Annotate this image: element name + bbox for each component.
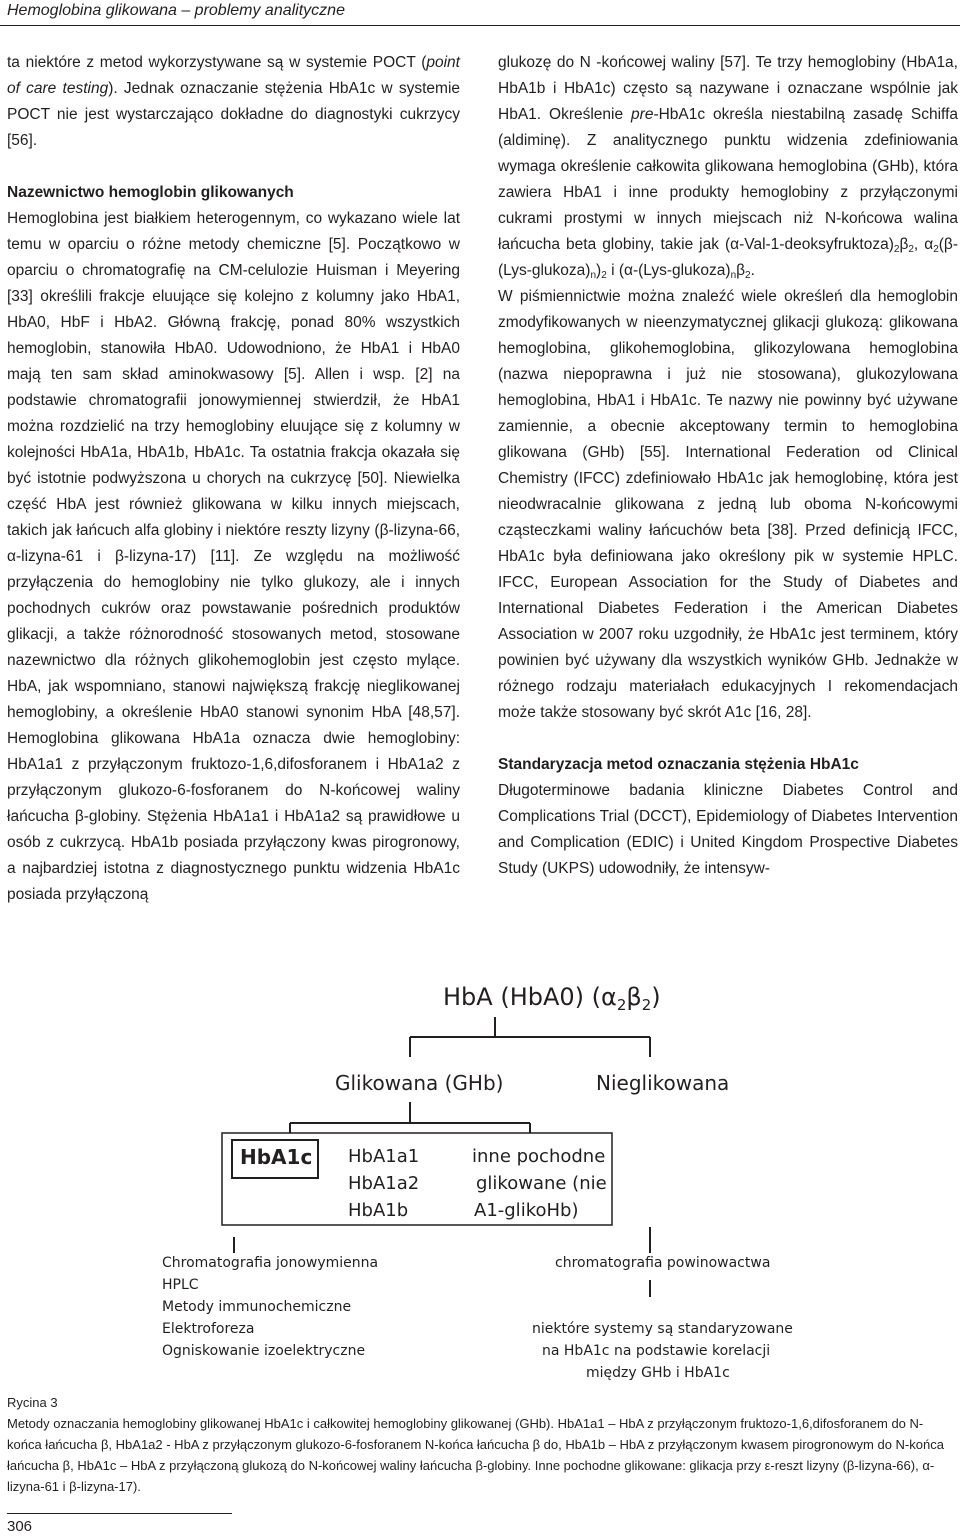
left-column: [7, 50, 460, 908]
right-paragraph-1: glukozę do N -końcowej waliny [57]. Te trzy hemoglobiny (HbA1a, HbA1b i HbA1c) często są nazywane i oznaczane wspólnie jak HbA1. Określenie pre-HbA1c określa niestabilną zasadę Schiffa (aldiminę). Z analitycznego punktu widzenia zdefiniowania wymaga określenie całkowita glikowana hemoglobina (GHb), która zawiera HbA1 i inne produkty hemoglobiny z przyłączonymi cukrami prostymi w innych miejscach niż N-końcowa walina łańcucha beta globiny, takie jak $(\alpha-Val-1-deoksyfruktoza)_2\beta_2$, $\alpha_2(\beta-(Lys-glukoza)_n)_2$ i ($\alpha-(Lys-glukoza)_n\beta_2$.: [498, 54, 958, 281]
figure-other-line-3: A1-glikoHb): [474, 1200, 579, 1221]
figure-method-4: Elektroforeza: [162, 1321, 255, 1337]
footer-rule: [7, 1513, 232, 1514]
right-paragraph-2: W piśmiennictwie można znaleźć wiele określeń dla hemoglobin zmodyfikowanych w nieenzymatycznej glikacji glukozą: glikowana hemoglobina, glikohemoglobina, glikozylowana hemoglobina (nazwa niepoprawna i już nie stosowana), glukozylowana hemoglobina, HbA1 i HbA1c. Te nazwy nie powinny być używane zamiennie, a obecnie akceptowany termin to hemoglobina glikowana (GHb) [55]. International Federation od Clinical Chemistry (IFCC) zdefiniowało HbA1c jak hemoglobinę, która jest nieodwracalnie glikowana z jedną lub oboma N-końcowymi cząsteczkami waliny łańcuchów beta [38]. Przed definicją IFCC, HbA1c była definiowana jako określony pik w systemie HPLC. IFCC, European Association for the Study of Diabetes and International Diabetes Federation i the American Diabetes Association w 2007 roku uzgodniły, że HbA1c jest terminem, który powinien być używany dla wszystkich wyników GHb. Jednakże w różnego rodzaju materiałach edukacyjnych I rekomendacjach może także stosowany być skrót A1c [16, 28].: [498, 288, 958, 721]
caption-text: Metody oznaczania hemoglobiny glikowanej HbA1c i całkowitej hemoglobiny glikowanej (GHb). HbA1a1 – HbA z przyłączonym fruktozo-1,6,difosforanem do N-końca łańcucha β, HbA1a2 - HbA z przyłączonym glukozo-6-fosforanem N-końca łańcucha β do, HbA1b – HbA z przyłączonym kwasem pirogronowym do N-końca łańcucha β, HbA1c – HbA z przyłączoną glukozą do N-końcowej waliny łańcucha β-globiny. Inne pochodne glikowane: glikacja przy ε-reszt lizyny (β-lizyna-66), α-lizyna-61 i β-lizyna-17).: [7, 1416, 944, 1494]
figure-caption: [7, 1392, 957, 1497]
left-paragraph-2: Hemoglobina jest białkiem heterogennym, co wykazano wiele lat temu w oparciu o różne metody chemiczne [5]. Początkowo w oparciu o chromatografię na CM-celulozie Huisman i Meyering [33] określili frakcje eluujące się kolejno z kolumny jako HbA1, HbA0, HbF i HbA2. Główną frakcję, ponad 80% wszystkich hemoglobin, stanowiła HbA0. Udowodniono, że HbA1 i HbA0 mają ten sam skład aminokwasowy [5]. Allen i wsp. [2] na podstawie chromatografii jonowymiennej stwierdził, że HbA1 można rozdzielić na trzy hemoglobiny eluujące się z kolumny w kolejności HbA1a, HbA1b, HbA1c. Ta ostatnia frakcja okazała się być istotnie podwyższona u chorych na cukrzycę [50]. Niewielka część HbA jest również glikowana w kilku innych miejscach, takich jak łańcuch alfa globiny i niektóre reszty lizyny (β-lizyna-66, α-lizyna-61 i β-lizyna-17) [11]. Ze względu na możliwość przyłączenia do hemoglobiny nie tylko glukozy, ale i innych pochodnych cukrów oraz powstawanie pośrednich produktów glikacji, a także różnorodność stosowanych metod, stosowane nazewnictwo dla różnych glikohemoglobin jest często mylące. HbA, jak wspomniano, stanowi największą frakcję nieglikowanej hemoglobiny, a określenie HbA0 stanowi synonim HbA [48,57]. Hemoglobina glikowana HbA1a oznacza dwie hemoglobiny: HbA1a1 z przyłączonym fruktozo-1,6,difosforanem i HbA1a2 z przyłączonym glukozo-6-fosforanem do N-końcowej waliny łańcucha β-globiny. Stężenia HbA1a1 i HbA1a2 są prawidłowe u osób z cukrzycą. HbA1b posiada przyłączony kwas pirogronowy, a najbardziej istotna z diagnostycznego punktu widzenia HbA1c posiada przyłączoną: [7, 210, 460, 903]
figure-other-line-2: glikowane (nie: [476, 1173, 607, 1194]
figure-standard-line-3: między GHb i HbA1c: [586, 1365, 730, 1381]
figure-standard-line-1: niektóre systemy są standaryzowane: [532, 1321, 793, 1337]
header-rule: [0, 25, 960, 26]
figure-branch-nonglycated: Nieglikowana: [596, 1071, 730, 1095]
right-column: [498, 50, 958, 882]
running-header: Hemoglobina glikowana – problemy analityczne: [7, 2, 345, 19]
figure-affinity-label: chromatografia powinowactwa: [555, 1255, 771, 1271]
figure-standard-line-2: na HbA1c na podstawie korelacji: [542, 1343, 771, 1359]
right-paragraph-3: Długoterminowe badania kliniczne Diabetes Control and Complications Trial (DCCT), Epidemiology of Diabetes Intervention and Complication (EDIC) i United Kingdom Prospective Diabetes Study (UKPS) udowodniły, że intensyw-: [498, 782, 958, 877]
section-heading-nomenclature: Nazewnictwo hemoglobin glikowanych: [7, 184, 294, 201]
page-number: 306: [7, 1518, 33, 1535]
figure-other-line-1: inne pochodne: [472, 1146, 606, 1167]
figure-method-1: Chromatografia jonowymienna: [162, 1255, 379, 1271]
figure-branch-glycated: Glikowana (GHb): [335, 1071, 504, 1095]
figure-method-2: HPLC: [162, 1277, 199, 1293]
figure-method-3: Metody immunochemiczne: [162, 1299, 352, 1315]
caption-label: Rycina 3: [7, 1395, 58, 1410]
figure-method-5: Ogniskowanie izoelektryczne: [162, 1343, 366, 1359]
figure-subitem-2: HbA1a2: [348, 1173, 420, 1194]
section-heading-standardization: Standaryzacja metod oznaczania stężenia HbA1c: [498, 756, 859, 773]
left-paragraph-1: ta niektóre z metod wykorzystywane są w systemie POCT (point of care testing). Jednak oznaczanie stężenia HbA1c w systemie POCT nie jest wystarczająco dokładne do diagnostyki cukrzycy [56].: [7, 54, 461, 149]
figure-root-node: HbA (HbA0) $(\alpha_2\beta_2)$: [443, 983, 661, 1014]
figure-hba-classification: [150, 975, 810, 1395]
figure-subitem-1: HbA1a1: [348, 1146, 420, 1167]
figure-subitem-3: HbA1b: [348, 1200, 409, 1221]
figure-hba1c-label: HbA1c: [240, 1145, 313, 1169]
